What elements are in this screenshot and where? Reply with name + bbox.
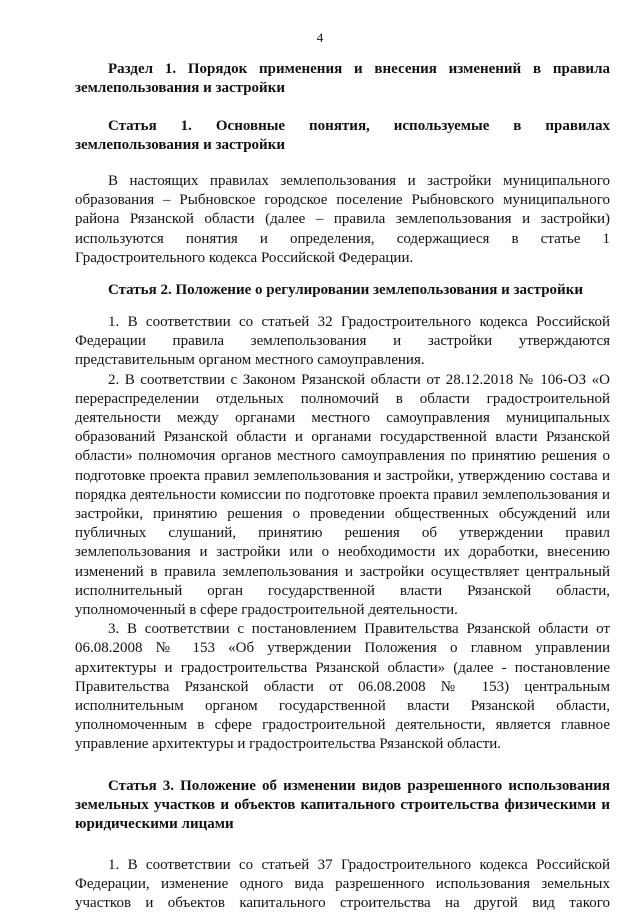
article-2-paragraph-1: 1. В соответствии со статьей 32 Градостроительного кодекса Российской Федерации правила землепользования и застройки утверждаются представительным органом местного самоуправления. — [75, 314, 610, 369]
page-number: 4 — [316, 30, 324, 45]
article-2-paragraph-2: 2. В соответствии с Законом Рязанской области от 28.12.2018 № 106-ОЗ «О перераспределении отдельных полномочий в области градостроительной деятельности между органами местного самоуправления муниципальных образований Рязанской области и органами государственной власти Рязанской области» полномочия органов местного самоуправления по принятию решения о подготовке проекта правил землепользования и застройки, утверждению состава и порядка деятельности комиссии по подготовке проекта правил землепользования и застройки, принятию решения о проведении общественных обсуждений или публичных слушаний, принятию решения об утверждении правил землепользования и застройки или о необходимости их доработки, внесению изменений в правила землепользования и застройки осуществляет центральный исполнительный орган государственной власти Рязанской области, уполномоченный в сфере градостроительной деятельности. — [75, 371, 610, 619]
article-2-heading: Статья 2. Положение о регулировании землепользования и застройки — [108, 282, 583, 299]
page-content — [75, 60, 610, 913]
article-3-heading: Статья 3. Положение об изменении видов разрешенного использования земельных участков и объектов капитального строительства физическими и юридическими лицами — [75, 777, 610, 832]
section-1-heading: Раздел 1. Порядок применения и внесения изменений в правила землепользования и застройки — [75, 61, 610, 96]
article-3-paragraph-1: 1. В соответствии со статьей 37 Градостроительного кодекса Российской Федерации, изменение одного вида разрешенного использования земельных участков и объектов капитального строительства на другой вид такого — [75, 856, 610, 912]
article-1-heading: Статья 1. Основные понятия, используемые в правилах землепользования и застройки — [75, 118, 610, 153]
article-1-paragraph-1: В настоящих правилах землепользования и застройки муниципального образования – Рыбновское городское поселение Рыбновского муниципального района Рязанской области (далее – правила землепользования и застройки) используются понятия и определения, содержащиеся в статье 1 Градостроительного кодекса Российской Федерации. — [75, 173, 610, 266]
article-2-paragraph-3: 3. В соответствии с постановлением Правительства Рязанской области от 06.08.2008 № 153 «Об утверждении Положения о главном управлении архитектуры и градостроительства Рязанской области» (далее - постановление Правительства Рязанской области от 06.08.2008 № 153) центральным исполнительным органом государственной власти Рязанской области, уполномоченным в сфере градостроительной деятельности, является главное управление архитектуры и градостроительства Рязанской области. — [75, 621, 610, 753]
